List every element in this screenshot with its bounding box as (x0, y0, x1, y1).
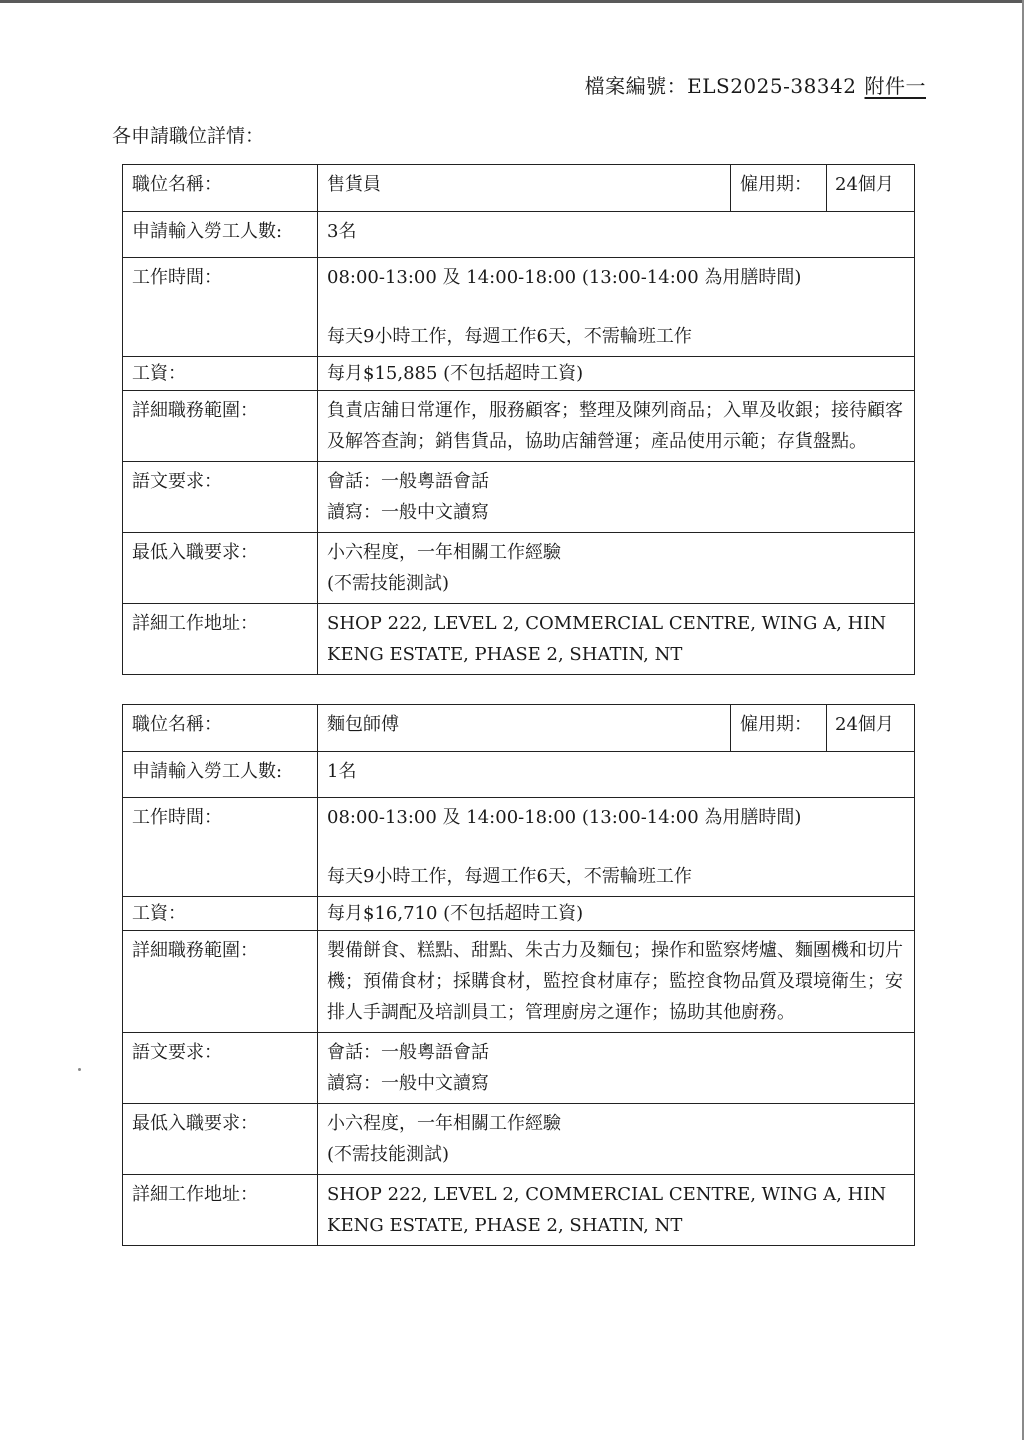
workers-value: 1名 (318, 752, 915, 798)
wage-row (123, 897, 915, 931)
wage-label: 工資： (123, 897, 318, 931)
job-table-1 (122, 164, 915, 675)
min-req-row (123, 533, 915, 604)
job-title-row (123, 705, 915, 752)
wage-label: 工資： (123, 357, 318, 391)
term-label: 僱用期： (731, 705, 827, 752)
hours-schedule: 08:00-13:00 及 14:00-18:00 (13:00-14:00 為用膳時間) (327, 267, 802, 288)
min-req-education: 小六程度，一年相關工作經驗 (327, 1113, 561, 1134)
annex-label: 附件一 (864, 74, 926, 98)
min-req-label: 最低入職要求： (123, 533, 318, 604)
address-label: 詳細工作地址： (123, 1175, 318, 1246)
scan-speck (78, 1068, 81, 1071)
job-title-label: 職位名稱： (123, 165, 318, 212)
workers-value: 3名 (318, 212, 915, 258)
min-req-row (123, 1104, 915, 1175)
duties-row (123, 931, 915, 1033)
duties-value: 製備餅食、糕點、甜點、朱古力及麵包；操作和監察烤爐、麵團機和切片機；預備食材；採購食材，監控食材庫存；監控食物品質及環境衛生；安排人手調配及培訓員工；管理廚房之運作；協助其他廚務。 (318, 931, 915, 1033)
min-req-test: (不需技能測試) (327, 573, 450, 594)
workers-label: 申請輸入勞工人數: (123, 752, 318, 798)
language-reading-writing: 讀寫：一般中文讀寫 (327, 1073, 489, 1094)
hours-pattern: 每天9小時工作，每週工作6天，不需輪班工作 (327, 326, 692, 347)
min-req-education: 小六程度，一年相關工作經驗 (327, 542, 561, 563)
job-title-row (123, 165, 915, 212)
address-label: 詳細工作地址： (123, 604, 318, 675)
term-value: 24個月 (827, 165, 915, 212)
hours-pattern: 每天9小時工作，每週工作6天，不需輪班工作 (327, 866, 692, 887)
job-table-2 (122, 704, 915, 1246)
job-title-value: 售貨員 (318, 165, 731, 212)
workers-label: 申請輸入勞工人數: (123, 212, 318, 258)
language-speaking: 會話：一般粵語會話 (327, 1042, 489, 1063)
address-value: SHOP 222, LEVEL 2, COMMERCIAL CENTRE, WING A, HIN KENG ESTATE, PHASE 2, SHATIN, NT (318, 1175, 915, 1246)
address-row (123, 1175, 915, 1246)
language-row (123, 1033, 915, 1104)
duties-row (123, 391, 915, 462)
scan-edge-top (0, 0, 1024, 3)
min-req-label: 最低入職要求： (123, 1104, 318, 1175)
job-title-label: 職位名稱： (123, 705, 318, 752)
address-value: SHOP 222, LEVEL 2, COMMERCIAL CENTRE, WING A, HIN KENG ESTATE, PHASE 2, SHATIN, NT (318, 604, 915, 675)
hours-schedule: 08:00-13:00 及 14:00-18:00 (13:00-14:00 為用膳時間) (327, 807, 802, 828)
wage-value: 每月$16,710 (不包括超時工資) (318, 897, 915, 931)
job-title-value: 麵包師傅 (318, 705, 731, 752)
term-value: 24個月 (827, 705, 915, 752)
min-req-value (318, 1104, 915, 1175)
address-row (123, 604, 915, 675)
hours-label: 工作時間： (123, 798, 318, 897)
duties-label: 詳細職務範圍： (123, 931, 318, 1033)
language-reading-writing: 讀寫：一般中文讀寫 (327, 502, 489, 523)
duties-value: 負責店舖日常運作，服務顧客；整理及陳列商品；入單及收銀；接待顧客及解答查詢；銷售貨品，協助店舖營運；產品使用示範；存貨盤點。 (318, 391, 915, 462)
language-row (123, 462, 915, 533)
hours-value (318, 258, 915, 357)
hours-value (318, 798, 915, 897)
language-speaking: 會話：一般粵語會話 (327, 471, 489, 492)
min-req-test: (不需技能測試) (327, 1144, 450, 1165)
hours-row (123, 798, 915, 897)
language-value (318, 462, 915, 533)
duties-label: 詳細職務範圍： (123, 391, 318, 462)
file-reference (585, 70, 926, 99)
language-label: 語文要求： (123, 462, 318, 533)
language-label: 語文要求： (123, 1033, 318, 1104)
hours-row (123, 258, 915, 357)
wage-value: 每月$15,885 (不包括超時工資) (318, 357, 915, 391)
workers-row (123, 212, 915, 258)
file-number: 檔案編號：ELS2025-38342 (584, 74, 857, 98)
term-label: 僱用期： (731, 165, 827, 212)
language-value (318, 1033, 915, 1104)
wage-row (123, 357, 915, 391)
section-title: 各申請職位詳情： (112, 125, 265, 147)
hours-label: 工作時間： (123, 258, 318, 357)
workers-row (123, 752, 915, 798)
min-req-value (318, 533, 915, 604)
